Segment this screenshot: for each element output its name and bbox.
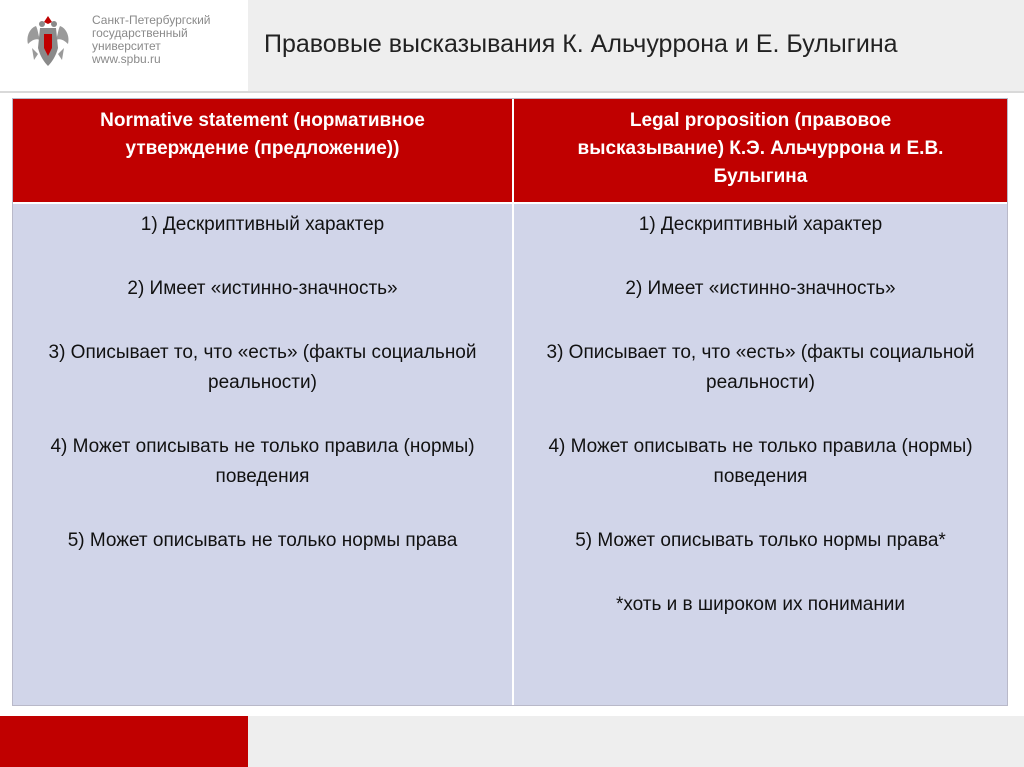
list-item: 3) Описывает то, что «есть» (факты социальной реальности) xyxy=(48,342,477,393)
table-cell-right xyxy=(514,204,1007,705)
table-header-left: Normative statement (нормативное утверждение (предложение)) xyxy=(13,99,512,202)
header-divider xyxy=(0,91,1024,93)
university-name: Санкт-Петербургский государственный университет www.spbu.ru xyxy=(92,13,211,66)
list-item: 2) Имеет «истинно-значность» xyxy=(127,278,398,299)
comparison-table xyxy=(12,98,1008,706)
slide-title: Правовые высказывания К. Альчуррона и Е. Булыгина xyxy=(264,30,898,58)
list-item: 1) Дескриптивный характер xyxy=(638,214,883,235)
list-item: 3) Описывает то, что «есть» (факты социальной реальности) xyxy=(546,342,975,393)
list-item: 5) Может описывать только нормы права* xyxy=(575,530,946,551)
list-item: 4) Может описывать не только правила (нормы) поведения xyxy=(548,436,973,487)
spbu-crest-icon xyxy=(22,12,74,72)
footer-accent xyxy=(0,716,248,767)
university-logo-block xyxy=(0,0,248,90)
table-header-right: Legal proposition (правовое высказывание) К.Э. Альчуррона и Е.В. Булыгина xyxy=(514,99,1007,202)
list-item: 4) Может описывать не только правила (нормы) поведения xyxy=(50,436,475,487)
list-item: 5) Может описывать не только нормы права xyxy=(67,530,458,551)
column-divider xyxy=(512,99,514,705)
list-item: 2) Имеет «истинно-значность» xyxy=(625,278,896,299)
header-row-divider xyxy=(13,202,1007,204)
header xyxy=(0,0,1024,90)
list-item: 1) Дескриптивный характер xyxy=(140,214,385,235)
footnote: *хоть и в широком их понимании xyxy=(615,594,906,615)
table-cell-left xyxy=(13,204,512,705)
